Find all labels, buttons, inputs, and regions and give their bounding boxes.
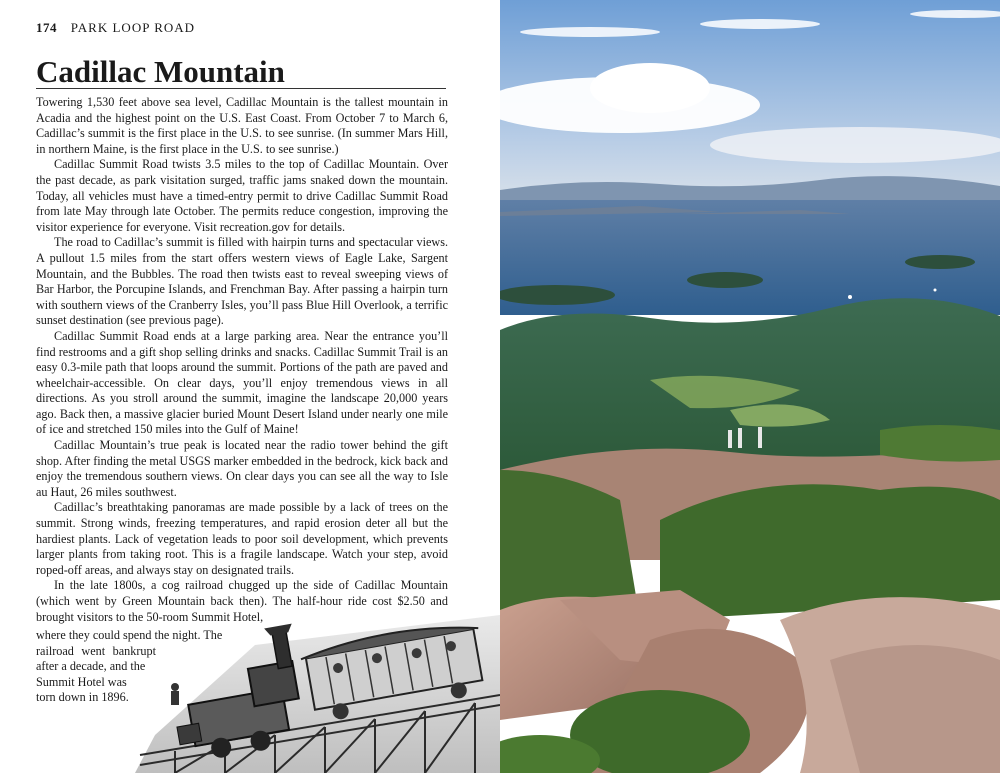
paragraph: The road to Cadillac’s summit is filled with hairpin turns and spectacular views. A pullout 1.5 miles from the start offers western views of Eagle Lake, Sargent Mountain, and the Bubbles. The road then twists east to reveal sweeping views of Bar Harbor, the Porcupine Islands, and Frenchman Bay. After passing a hairpin turn with southern views of the Cranberry Isles, you’ll pass Blue Hill Overlook, a terrific sunset destination (see previous page).: [36, 235, 448, 328]
paragraph: Towering 1,530 feet above sea level, Cadillac Mountain is the tallest mountain in Acadia and the highest point on the U.S. East Coast. From October 7 to March 6, Cadillac’s summit is the first place in the U.S. to see sunrise. (In summer Mars Hill, in northern Maine, is the first place in the U.S. to see sunrise.): [36, 95, 448, 156]
paragraph: Cadillac Summit Road ends at a large parking area. Near the entrance you’ll find restrooms and a gift shop selling drinks and snacks. Cadillac Summit Trail is an easy 0.3-mile path that loops around the summit. Portions of the path are paved and wheelchair-accessible. On clear days, you’ll enjoy tremendous views in all directions. As you stroll around the summit, imagine the landscape 20,000 years ago. Back then, a massive glacier buried Mount Desert Island under nearly one mile of ice and stretched 150 miles into the Gulf of Maine!: [36, 328, 448, 437]
wrapped-line: railroad went bankrupt: [36, 643, 156, 658]
wrapped-line: torn down in 1896.: [36, 690, 129, 705]
body-text: [36, 95, 448, 625]
paragraph: Cadillac Summit Road twists 3.5 miles to the top of Cadillac Mountain. Over the past decade, as park visitation surged, traffic jams snaked down the mountain. Today, all vehicles must have a timed-entry permit to drive Cadillac Summit Road from late May through late October. The permits reduce congestion, improving the visitor experience for everyone. Visit recreation.gov for details.: [36, 157, 448, 234]
section-title: PARK LOOP ROAD: [70, 20, 196, 35]
paragraph: Cadillac Mountain’s true peak is located near the radio tower behind the gift shop. After finding the metal USGS marker embedded in the bedrock, kick back and enjoy the tremendous southern views. On clear days you can see all the way to Isle au Haut, 26 miles southwest.: [36, 438, 448, 499]
page-title: Cadillac Mountain: [36, 54, 285, 89]
wrapped-line: after a decade, and the: [36, 659, 146, 674]
paragraph: In the late 1800s, a cog railroad chugged up the side of Cadillac Mountain (which went by Green Mountain back then). The half-hour ride cost $2.50 and brought visitors to the 50-room Summit Hotel,: [36, 578, 448, 624]
wrapped-line: where they could spend the night. The: [36, 628, 223, 642]
wrapped-text: [36, 628, 223, 706]
page-number: 174: [36, 20, 57, 35]
summit-view-photo: [500, 0, 1000, 773]
title-rule: [36, 88, 446, 89]
running-head: [36, 20, 195, 36]
paragraph: Cadillac’s breathtaking panoramas are made possible by a lack of trees on the summit. Strong winds, freezing temperatures, and rapid erosion deter all but the hardiest plants. Lack of vegetation leads to poor soil development, which prevents larger plants from taking root. This is a fragile landscape. Watch your step, avoid roped-off areas, and always stay on designated trails.: [36, 500, 448, 577]
wrapped-line: Summit Hotel was: [36, 674, 127, 689]
